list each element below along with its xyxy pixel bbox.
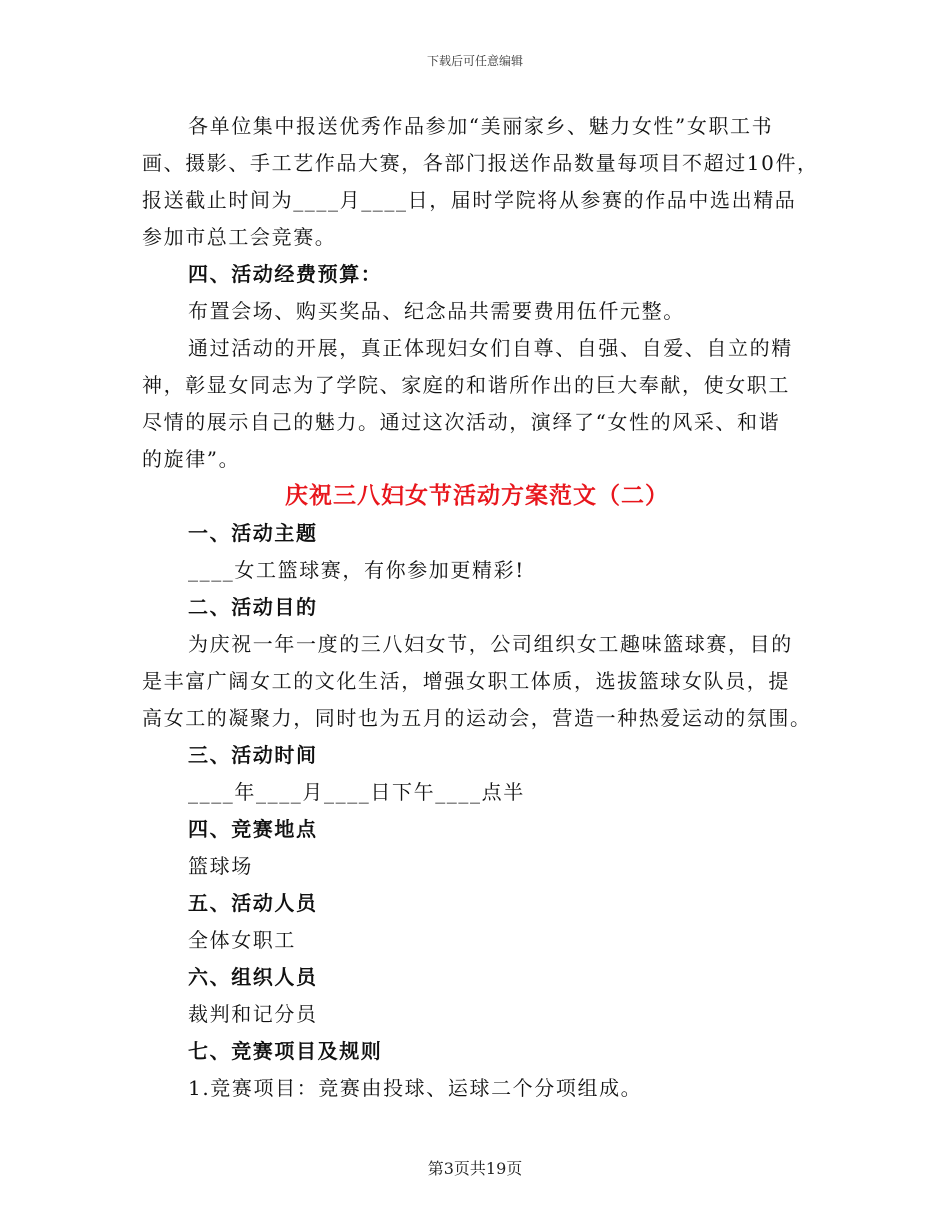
section-heading: 四、活动经费预算：	[188, 262, 383, 286]
paragraph-line: 布置会场、购买奖品、纪念品共需要费用伍仟元整。	[188, 299, 685, 323]
paragraph-line: 各单位集中报送优秀作品参加“美丽家乡、魅力女性”女职工书	[188, 114, 774, 138]
paragraph-line: 全体女职工	[188, 928, 296, 952]
section-heading: 四、竞赛地点	[188, 817, 318, 841]
section-heading: 五、活动人员	[188, 891, 318, 915]
document-title: 庆祝三八妇女节活动方案范文（二）	[285, 483, 669, 509]
section-heading: 三、活动时间	[188, 743, 318, 767]
paragraph-line: 1.竞赛项目：竞赛由投球、运球二个分项组成。	[188, 1076, 643, 1100]
paragraph-line: ____年____月____日下午____点半	[188, 780, 525, 804]
paragraph-line: 报送截止时间为____月____日，届时学院将从参赛的作品中选出精品	[142, 188, 797, 212]
paragraph-line: 篮球场	[188, 854, 253, 878]
paragraph-line: ____女工篮球赛，有你参加更精彩!	[188, 558, 525, 582]
page-footer: 第3页共19页	[427, 1159, 523, 1178]
paragraph-line: 高女工的凝聚力，同时也为五月的运动会，营造一种热爱运动的氛围。	[142, 706, 812, 730]
paragraph-line: 是丰富广阔女工的文化生活，增强女职工体质，选拔篮球女队员，提	[142, 669, 790, 693]
paragraph-line: 参加市总工会竞赛。	[142, 225, 337, 249]
paragraph-line: 尽情的展示自己的魅力。通过这次活动，演绎了“女性的风采、和谐	[142, 410, 781, 434]
paragraph-line: 裁判和记分员	[188, 1002, 318, 1026]
section-heading: 六、组织人员	[188, 965, 318, 989]
paragraph-line: 为庆祝一年一度的三八妇女节，公司组织女工趣味篮球赛，目的	[188, 632, 793, 656]
section-heading: 七、竞赛项目及规则	[188, 1039, 383, 1063]
page-header: 下载后可任意编辑	[426, 54, 523, 68]
paragraph-line: 的旋律”。	[142, 447, 241, 471]
document-body	[142, 108, 819, 1107]
paragraph-line: 画、摄影、手工艺作品大赛，各部门报送作品数量每项目不超过10件，	[142, 151, 819, 175]
section-heading: 一、活动主题	[188, 521, 318, 545]
paragraph-line: 神，彰显女同志为了学院、家庭的和谐所作出的巨大奉献，使女职工	[142, 373, 790, 397]
paragraph-line: 通过活动的开展，真正体现妇女们自尊、自强、自爱、自立的精	[188, 336, 793, 360]
section-heading: 二、活动目的	[188, 595, 318, 619]
